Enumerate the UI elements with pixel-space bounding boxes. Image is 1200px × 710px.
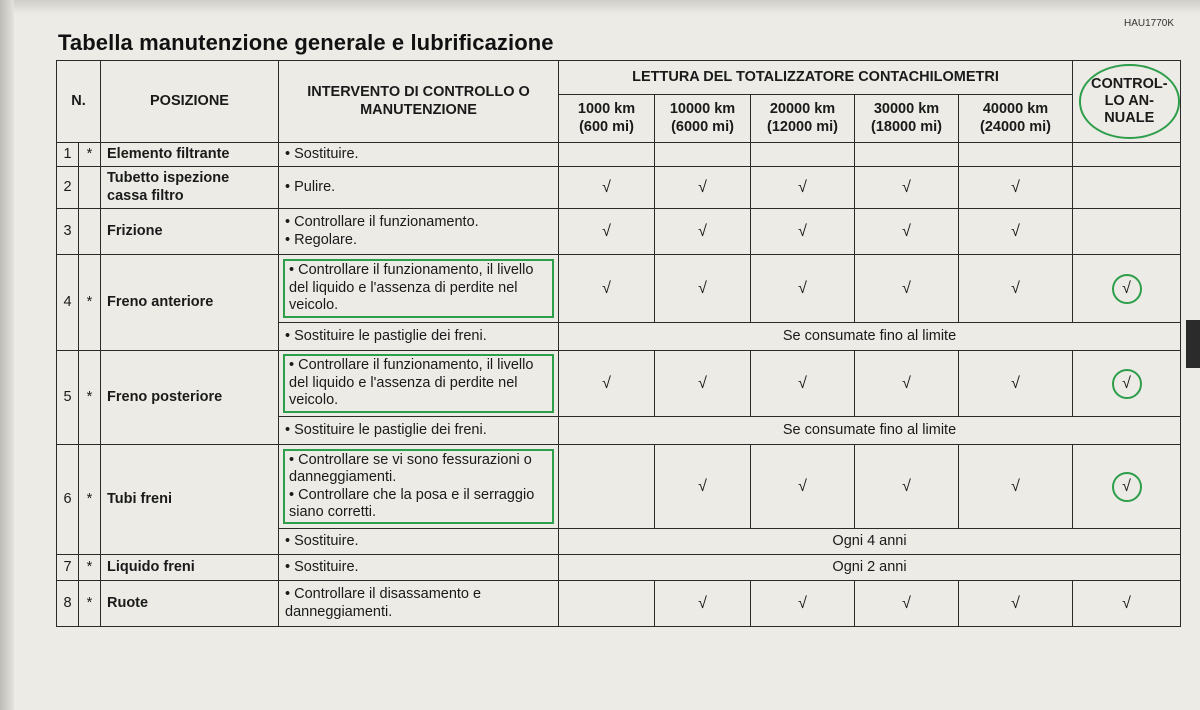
table-row	[57, 581, 1181, 627]
check-mark: √	[959, 581, 1073, 627]
header-km-20000: 20000 km (12000 mi)	[751, 95, 855, 143]
check-mark: √	[855, 167, 959, 209]
highlighted-operation-group	[283, 449, 554, 525]
check-mark: √	[855, 255, 959, 323]
row-operation: • Sostituire.	[279, 555, 559, 581]
header-lettura: LETTURA DEL TOTALIZZATORE CONTACHILOMETRI	[559, 61, 1073, 95]
row-operation: • Sostituire le pastiglie dei freni.	[279, 323, 559, 351]
header-km-1000: 1000 km (600 mi)	[559, 95, 655, 143]
highlighted-operation: • Controllare che la posa e il serraggio siano corretti.	[289, 486, 535, 520]
check-mark: √	[855, 445, 959, 529]
interval-note: Se consumate fino al limite	[559, 417, 1181, 445]
check-mark: √	[855, 209, 959, 255]
row-star	[79, 209, 101, 255]
header-intervento: INTERVENTO DI CONTROLLO O MANUTENZIONE	[279, 61, 559, 143]
row-star: *	[79, 445, 101, 555]
row-position: Freno anteriore	[101, 255, 279, 351]
check-mark: √	[1073, 581, 1181, 627]
row-position: Tubetto ispezione cassa filtro	[101, 167, 279, 209]
check-mark: √	[959, 445, 1073, 529]
row-operation-cell	[279, 351, 559, 417]
check-mark: √	[751, 255, 855, 323]
check-mark: √	[959, 351, 1073, 417]
header-row-1	[57, 61, 1181, 95]
check-mark: √	[855, 351, 959, 417]
annual-check-cell	[1073, 445, 1181, 529]
check-mark: √	[559, 167, 655, 209]
table-row	[57, 351, 1181, 417]
row-operation: • Pulire.	[279, 167, 559, 209]
check-mark: √	[655, 255, 751, 323]
table-row	[57, 255, 1181, 323]
row-star	[79, 167, 101, 209]
row-number: 5	[57, 351, 79, 445]
page-title: Tabella manutenzione generale e lubrificazione	[58, 30, 554, 55]
check-mark: √	[751, 445, 855, 529]
circled-check-mark: √	[1112, 369, 1142, 399]
header-annuale-cell	[1073, 61, 1181, 143]
highlighted-operation: • Controllare il funzionamento, il livello del liquido e l'assenza di perdite nel veicolo.	[283, 259, 554, 317]
row-number: 3	[57, 209, 79, 255]
check-mark: √	[559, 255, 655, 323]
check-mark: √	[559, 209, 655, 255]
table-row	[57, 143, 1181, 167]
annual-check-cell	[1073, 255, 1181, 323]
row-star: *	[79, 255, 101, 351]
highlighted-operation: • Controllare il funzionamento, il livello del liquido e l'assenza di perdite nel veicolo.	[283, 354, 554, 412]
row-star: *	[79, 555, 101, 581]
annual-check-cell	[1073, 351, 1181, 417]
check-mark: √	[655, 445, 751, 529]
highlighted-operation: • Controllare se vi sono fessurazioni o danneggiamenti.	[289, 451, 532, 486]
row-operation: • Controllare il funzionamento.	[285, 214, 479, 231]
check-mark: √	[655, 209, 751, 255]
row-position: Liquido freni	[101, 555, 279, 581]
row-operation: • Regolare.	[285, 231, 357, 248]
check-mark: √	[959, 255, 1073, 323]
check-mark: √	[751, 581, 855, 627]
check-cell	[1073, 167, 1181, 209]
page-edge	[0, 0, 14, 710]
check-mark: √	[751, 351, 855, 417]
check-mark: √	[655, 581, 751, 627]
circled-check-mark: √	[1112, 472, 1142, 502]
check-mark: √	[655, 167, 751, 209]
row-number: 6	[57, 445, 79, 555]
header-km-10000: 10000 km (6000 mi)	[655, 95, 751, 143]
header-posizione: POSIZIONE	[101, 61, 279, 143]
header-n: N.	[57, 61, 101, 143]
header-km-40000: 40000 km (24000 mi)	[959, 95, 1073, 143]
row-position: Elemento filtrante	[101, 143, 279, 167]
check-mark: √	[751, 167, 855, 209]
row-operation: • Controllare il disassamento e danneggiamenti.	[279, 581, 559, 627]
check-cell	[1073, 143, 1181, 167]
row-number: 2	[57, 167, 79, 209]
check-mark: √	[855, 581, 959, 627]
section-tab-marker	[1186, 320, 1200, 368]
row-number: 8	[57, 581, 79, 627]
row-star: *	[79, 351, 101, 445]
top-strip	[14, 0, 1200, 14]
row-operation-cell	[279, 255, 559, 323]
row-operation-cell	[279, 209, 559, 255]
row-number: 4	[57, 255, 79, 351]
row-operation: • Sostituire.	[279, 529, 559, 555]
circled-check-mark: √	[1112, 274, 1142, 304]
interval-note: Ogni 4 anni	[559, 529, 1181, 555]
check-cell	[655, 143, 751, 167]
interval-note: Ogni 2 anni	[559, 555, 1181, 581]
table-row	[57, 209, 1181, 255]
check-cell	[751, 143, 855, 167]
interval-note: Se consumate fino al limite	[559, 323, 1181, 351]
row-operation: • Sostituire.	[279, 143, 559, 167]
row-number: 7	[57, 555, 79, 581]
check-mark: √	[751, 209, 855, 255]
row-operation: • Sostituire le pastiglie dei freni.	[279, 417, 559, 445]
table-row	[57, 167, 1181, 209]
check-cell	[559, 581, 655, 627]
check-cell	[1073, 209, 1181, 255]
check-mark: √	[959, 209, 1073, 255]
check-mark: √	[655, 351, 751, 417]
check-mark: √	[559, 351, 655, 417]
row-number: 1	[57, 143, 79, 167]
row-position: Tubi freni	[101, 445, 279, 555]
document-code: HAU1770K	[1123, 18, 1174, 29]
table-row	[57, 555, 1181, 581]
row-position: Frizione	[101, 209, 279, 255]
row-star: *	[79, 581, 101, 627]
check-cell	[959, 143, 1073, 167]
maintenance-table	[56, 60, 1181, 627]
header-km-30000: 30000 km (18000 mi)	[855, 95, 959, 143]
row-position: Ruote	[101, 581, 279, 627]
check-cell	[855, 143, 959, 167]
check-cell	[559, 445, 655, 529]
table-row	[57, 445, 1181, 529]
row-star: *	[79, 143, 101, 167]
annual-header-circle: CONTROL- LO AN- NUALE	[1079, 64, 1180, 138]
check-cell	[559, 143, 655, 167]
check-mark: √	[959, 167, 1073, 209]
row-operation-cell	[279, 445, 559, 529]
row-position: Freno posteriore	[101, 351, 279, 445]
